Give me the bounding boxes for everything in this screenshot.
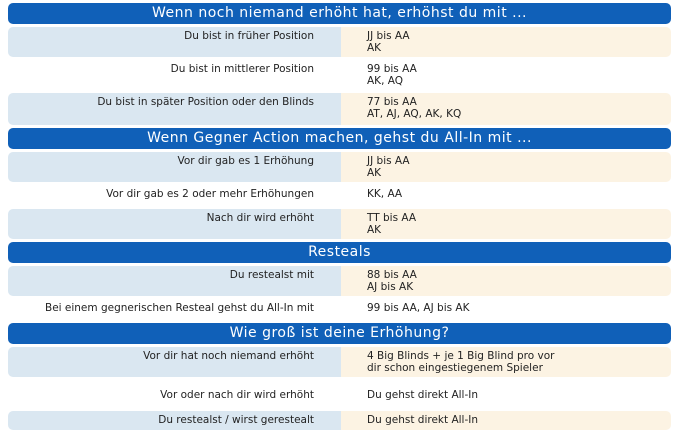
situation-cell bbox=[8, 185, 341, 206]
hands-text: Du gehst direkt All-In bbox=[367, 414, 479, 426]
situation-text: Du restealst mit bbox=[229, 269, 314, 281]
hands-cell bbox=[341, 152, 671, 182]
table-row bbox=[8, 209, 671, 239]
table-row bbox=[8, 152, 671, 182]
hands-text: 99 bis AA bbox=[367, 63, 417, 75]
hands-cell bbox=[341, 266, 671, 296]
situation-cell bbox=[8, 411, 341, 430]
situation-cell bbox=[8, 347, 341, 377]
hands-text: 88 bis AA bbox=[367, 269, 417, 281]
hands-text: 77 bis AA bbox=[367, 96, 417, 108]
situation-text: Vor oder nach dir wird erhöht bbox=[160, 389, 314, 401]
situation-text: Du restealst / wirst gerestealt bbox=[158, 414, 314, 426]
table-row bbox=[8, 347, 671, 377]
situation-cell bbox=[8, 380, 341, 408]
table-row bbox=[8, 299, 671, 320]
table-row bbox=[8, 27, 671, 57]
situation-text: Vor dir hat noch niemand erhöht bbox=[143, 350, 314, 362]
situation-text: Du bist in später Position oder den Blinds bbox=[97, 96, 314, 108]
section-header: Wie groß ist deine Erhöhung? bbox=[8, 323, 671, 344]
hands-cell bbox=[341, 93, 671, 125]
hands-text: Du gehst direkt All-In bbox=[367, 389, 479, 401]
hands-text: JJ bis AA bbox=[367, 155, 410, 167]
hands-text: AT, AJ, AQ, AK, KQ bbox=[367, 108, 462, 120]
situation-text: Vor dir gab es 1 Erhöhung bbox=[177, 155, 314, 167]
hands-text: 4 Big Blinds + je 1 Big Blind pro vor bbox=[367, 350, 555, 362]
hands-cell bbox=[341, 209, 671, 239]
hands-text: AJ bis AK bbox=[367, 281, 414, 293]
situation-text: Du bist in früher Position bbox=[184, 30, 314, 42]
hands-cell bbox=[341, 60, 671, 90]
situation-text: Du bist in mittlerer Position bbox=[170, 63, 314, 75]
situation-cell bbox=[8, 152, 341, 182]
hands-cell bbox=[341, 411, 671, 430]
hands-text: AK bbox=[367, 42, 382, 54]
hands-text: JJ bis AA bbox=[367, 30, 410, 42]
section-header: Wenn noch niemand erhöht hat, erhöhst du mit ... bbox=[8, 3, 671, 24]
section-header: Wenn Gegner Action machen, gehst du All-In mit ... bbox=[8, 128, 671, 149]
hands-text: KK, AA bbox=[367, 188, 403, 200]
table-row bbox=[8, 380, 671, 408]
hands-cell bbox=[341, 347, 671, 377]
situation-text: Nach dir wird erhöht bbox=[206, 212, 314, 224]
section-header: Resteals bbox=[8, 242, 671, 263]
table-row bbox=[8, 185, 671, 206]
table-row bbox=[8, 266, 671, 296]
hands-cell bbox=[341, 380, 671, 408]
situation-cell bbox=[8, 27, 341, 57]
hands-text: TT bis AA bbox=[367, 212, 417, 224]
situation-cell bbox=[8, 93, 341, 125]
situation-text: Vor dir gab es 2 oder mehr Erhöhungen bbox=[106, 188, 314, 200]
hands-cell bbox=[341, 185, 671, 206]
situation-cell bbox=[8, 60, 341, 90]
table-row bbox=[8, 60, 671, 90]
situation-cell bbox=[8, 266, 341, 296]
hands-text: dir schon eingestiegenem Spieler bbox=[367, 362, 543, 374]
hands-text: 99 bis AA, AJ bis AK bbox=[367, 302, 470, 314]
situation-text: Bei einem gegnerischen Resteal gehst du All-In mit bbox=[44, 302, 314, 314]
strategy-table bbox=[8, 3, 671, 433]
table-row bbox=[8, 411, 671, 430]
hands-text: AK bbox=[367, 167, 382, 179]
hands-cell bbox=[341, 27, 671, 57]
table-row bbox=[8, 93, 671, 125]
hands-cell bbox=[341, 299, 671, 320]
hands-text: AK bbox=[367, 224, 382, 236]
situation-cell bbox=[8, 299, 341, 320]
situation-cell bbox=[8, 209, 341, 239]
hands-text: AK, AQ bbox=[367, 75, 404, 87]
